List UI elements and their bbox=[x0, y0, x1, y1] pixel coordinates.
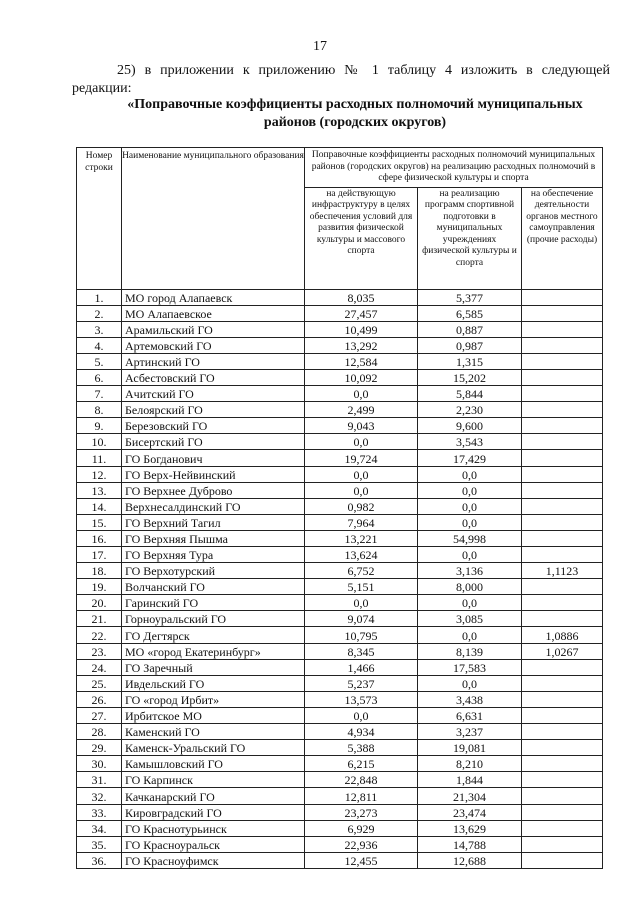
authorities-coefficient-cell bbox=[522, 611, 603, 627]
programs-coefficient-cell: 6,631 bbox=[418, 707, 522, 723]
authorities-coefficient-cell bbox=[522, 836, 603, 852]
authorities-coefficient-cell bbox=[522, 369, 603, 385]
infrastructure-coefficient-cell: 5,388 bbox=[305, 740, 418, 756]
row-number-cell: 27. bbox=[77, 707, 122, 723]
programs-coefficient-cell: 0,0 bbox=[418, 482, 522, 498]
table-row bbox=[77, 466, 603, 482]
row-number-cell: 36. bbox=[77, 852, 122, 868]
intro-paragraph bbox=[72, 62, 610, 98]
row-number-cell: 8. bbox=[77, 402, 122, 418]
authorities-coefficient-cell bbox=[522, 530, 603, 546]
authorities-coefficient-cell bbox=[522, 804, 603, 820]
municipality-name-cell: Артинский ГО bbox=[122, 353, 305, 369]
programs-coefficient-cell: 0,0 bbox=[418, 498, 522, 514]
row-number-cell: 15. bbox=[77, 514, 122, 530]
programs-coefficient-cell: 13,629 bbox=[418, 820, 522, 836]
row-number-cell: 2. bbox=[77, 305, 122, 321]
programs-coefficient-cell: 3,136 bbox=[418, 563, 522, 579]
infrastructure-coefficient-cell: 22,848 bbox=[305, 772, 418, 788]
authorities-coefficient-cell bbox=[522, 820, 603, 836]
authorities-coefficient-cell bbox=[522, 402, 603, 418]
municipality-name-cell: ГО Красноуфимск bbox=[122, 852, 305, 868]
header-row-number: Номер строки bbox=[77, 148, 122, 290]
table-row bbox=[77, 563, 603, 579]
row-number-cell: 3. bbox=[77, 321, 122, 337]
infrastructure-coefficient-cell: 12,455 bbox=[305, 852, 418, 868]
table-row bbox=[77, 305, 603, 321]
municipality-name-cell: Бисертский ГО bbox=[122, 434, 305, 450]
infrastructure-coefficient-cell: 13,573 bbox=[305, 691, 418, 707]
table-row bbox=[77, 724, 603, 740]
infrastructure-coefficient-cell: 22,936 bbox=[305, 836, 418, 852]
row-number-cell: 26. bbox=[77, 691, 122, 707]
infrastructure-coefficient-cell: 12,811 bbox=[305, 788, 418, 804]
municipality-name-cell: ГО Богданович bbox=[122, 450, 305, 466]
table-row bbox=[77, 418, 603, 434]
municipality-name-cell: ГО Карпинск bbox=[122, 772, 305, 788]
authorities-coefficient-cell bbox=[522, 466, 603, 482]
table-row bbox=[77, 579, 603, 595]
table-row bbox=[77, 675, 603, 691]
row-number-cell: 11. bbox=[77, 450, 122, 466]
programs-coefficient-cell: 8,210 bbox=[418, 756, 522, 772]
infrastructure-coefficient-cell: 5,237 bbox=[305, 675, 418, 691]
row-number-cell: 35. bbox=[77, 836, 122, 852]
authorities-coefficient-cell bbox=[522, 788, 603, 804]
row-number-cell: 29. bbox=[77, 740, 122, 756]
infrastructure-coefficient-cell: 2,499 bbox=[305, 402, 418, 418]
authorities-coefficient-cell bbox=[522, 756, 603, 772]
programs-coefficient-cell: 3,543 bbox=[418, 434, 522, 450]
row-number-cell: 28. bbox=[77, 724, 122, 740]
infrastructure-coefficient-cell: 10,092 bbox=[305, 369, 418, 385]
programs-coefficient-cell: 0,0 bbox=[418, 595, 522, 611]
row-number-cell: 30. bbox=[77, 756, 122, 772]
municipality-name-cell: Арамильский ГО bbox=[122, 321, 305, 337]
municipality-name-cell: ГО Заречный bbox=[122, 659, 305, 675]
authorities-coefficient-cell bbox=[522, 579, 603, 595]
table-row bbox=[77, 643, 603, 659]
programs-coefficient-cell: 0,987 bbox=[418, 337, 522, 353]
header-infrastructure: на действующую инфраструктуру в целях обеспечения условий для развития физической культуры и массового спорта bbox=[305, 187, 418, 289]
municipality-name-cell: ГО Красноуральск bbox=[122, 836, 305, 852]
table-row bbox=[77, 836, 603, 852]
coefficients-table bbox=[76, 147, 603, 869]
municipality-name-cell: Ачитский ГО bbox=[122, 386, 305, 402]
authorities-coefficient-cell: 1,1123 bbox=[522, 563, 603, 579]
authorities-coefficient-cell bbox=[522, 337, 603, 353]
table-row bbox=[77, 595, 603, 611]
header-coefficients: Поправочные коэффициенты расходных полномочий муниципальных районов (городских округов) на реализацию расходных полномочий в сфере физической культуры и спорта bbox=[305, 148, 603, 188]
infrastructure-coefficient-cell: 13,292 bbox=[305, 337, 418, 353]
table-title-line-2: районов (городских округов) bbox=[263, 115, 447, 130]
authorities-coefficient-cell bbox=[522, 434, 603, 450]
infrastructure-coefficient-cell: 0,0 bbox=[305, 386, 418, 402]
table-row bbox=[77, 611, 603, 627]
intro-line-2: редакции: bbox=[72, 81, 132, 96]
authorities-coefficient-cell bbox=[522, 482, 603, 498]
table-row bbox=[77, 353, 603, 369]
authorities-coefficient-cell bbox=[522, 675, 603, 691]
table-row bbox=[77, 772, 603, 788]
table-row bbox=[77, 450, 603, 466]
table-row bbox=[77, 498, 603, 514]
municipality-name-cell: Асбестовский ГО bbox=[122, 369, 305, 385]
authorities-coefficient-cell bbox=[522, 514, 603, 530]
table-row bbox=[77, 691, 603, 707]
row-number-cell: 9. bbox=[77, 418, 122, 434]
row-number-cell: 23. bbox=[77, 643, 122, 659]
authorities-coefficient-cell bbox=[522, 353, 603, 369]
infrastructure-coefficient-cell: 13,221 bbox=[305, 530, 418, 546]
table-row bbox=[77, 627, 603, 643]
municipality-name-cell: ГО Верх-Нейвинский bbox=[122, 466, 305, 482]
row-number-cell: 19. bbox=[77, 579, 122, 595]
table-row bbox=[77, 756, 603, 772]
infrastructure-coefficient-cell: 0,0 bbox=[305, 466, 418, 482]
programs-coefficient-cell: 5,377 bbox=[418, 289, 522, 305]
municipality-name-cell: ГО Верхотурский bbox=[122, 563, 305, 579]
infrastructure-coefficient-cell: 6,215 bbox=[305, 756, 418, 772]
infrastructure-coefficient-cell: 9,043 bbox=[305, 418, 418, 434]
row-number-cell: 6. bbox=[77, 369, 122, 385]
authorities-coefficient-cell: 1,0267 bbox=[522, 643, 603, 659]
municipality-name-cell: Горноуральский ГО bbox=[122, 611, 305, 627]
authorities-coefficient-cell bbox=[522, 547, 603, 563]
programs-coefficient-cell: 23,474 bbox=[418, 804, 522, 820]
authorities-coefficient-cell bbox=[522, 691, 603, 707]
infrastructure-coefficient-cell: 27,457 bbox=[305, 305, 418, 321]
programs-coefficient-cell: 8,139 bbox=[418, 643, 522, 659]
authorities-coefficient-cell bbox=[522, 450, 603, 466]
header-name: Наименование муниципального образования bbox=[122, 148, 305, 290]
municipality-name-cell: Камышловский ГО bbox=[122, 756, 305, 772]
programs-coefficient-cell: 21,304 bbox=[418, 788, 522, 804]
table-row bbox=[77, 659, 603, 675]
table-row bbox=[77, 530, 603, 546]
programs-coefficient-cell: 0,0 bbox=[418, 514, 522, 530]
programs-coefficient-cell: 12,688 bbox=[418, 852, 522, 868]
infrastructure-coefficient-cell: 0,0 bbox=[305, 595, 418, 611]
table-row bbox=[77, 547, 603, 563]
row-number-cell: 24. bbox=[77, 659, 122, 675]
table-title-line-1: «Поправочные коэффициенты расходных полномочий муниципальных bbox=[127, 97, 583, 112]
municipality-name-cell: Каменский ГО bbox=[122, 724, 305, 740]
municipality-name-cell: ГО Краснотурьинск bbox=[122, 820, 305, 836]
municipality-name-cell: Качканарский ГО bbox=[122, 788, 305, 804]
infrastructure-coefficient-cell: 9,074 bbox=[305, 611, 418, 627]
row-number-cell: 21. bbox=[77, 611, 122, 627]
programs-coefficient-cell: 0,0 bbox=[418, 547, 522, 563]
infrastructure-coefficient-cell: 23,273 bbox=[305, 804, 418, 820]
infrastructure-coefficient-cell: 12,584 bbox=[305, 353, 418, 369]
infrastructure-coefficient-cell: 7,964 bbox=[305, 514, 418, 530]
table-row bbox=[77, 386, 603, 402]
municipality-name-cell: Гаринский ГО bbox=[122, 595, 305, 611]
programs-coefficient-cell: 19,081 bbox=[418, 740, 522, 756]
authorities-coefficient-cell bbox=[522, 595, 603, 611]
authorities-coefficient-cell bbox=[522, 418, 603, 434]
infrastructure-coefficient-cell: 8,035 bbox=[305, 289, 418, 305]
municipality-name-cell: Волчанский ГО bbox=[122, 579, 305, 595]
row-number-cell: 1. bbox=[77, 289, 122, 305]
programs-coefficient-cell: 54,998 bbox=[418, 530, 522, 546]
table-row bbox=[77, 852, 603, 868]
table-row bbox=[77, 482, 603, 498]
programs-coefficient-cell: 0,0 bbox=[418, 627, 522, 643]
infrastructure-coefficient-cell: 0,0 bbox=[305, 707, 418, 723]
programs-coefficient-cell: 3,085 bbox=[418, 611, 522, 627]
authorities-coefficient-cell bbox=[522, 305, 603, 321]
infrastructure-coefficient-cell: 6,929 bbox=[305, 820, 418, 836]
row-number-cell: 16. bbox=[77, 530, 122, 546]
municipality-name-cell: МО «город Екатеринбург» bbox=[122, 643, 305, 659]
row-number-cell: 10. bbox=[77, 434, 122, 450]
municipality-name-cell: Кировградский ГО bbox=[122, 804, 305, 820]
municipality-name-cell: МО город Алапаевск bbox=[122, 289, 305, 305]
programs-coefficient-cell: 6,585 bbox=[418, 305, 522, 321]
table-row bbox=[77, 804, 603, 820]
municipality-name-cell: ГО Верхний Тагил bbox=[122, 514, 305, 530]
row-number-cell: 18. bbox=[77, 563, 122, 579]
authorities-coefficient-cell bbox=[522, 289, 603, 305]
infrastructure-coefficient-cell: 0,982 bbox=[305, 498, 418, 514]
municipality-name-cell: Каменск-Уральский ГО bbox=[122, 740, 305, 756]
municipality-name-cell: Артемовский ГО bbox=[122, 337, 305, 353]
authorities-coefficient-cell bbox=[522, 321, 603, 337]
municipality-name-cell: МО Алапаевское bbox=[122, 305, 305, 321]
programs-coefficient-cell: 3,237 bbox=[418, 724, 522, 740]
programs-coefficient-cell: 8,000 bbox=[418, 579, 522, 595]
authorities-coefficient-cell bbox=[522, 707, 603, 723]
municipality-name-cell: ГО «город Ирбит» bbox=[122, 691, 305, 707]
authorities-coefficient-cell bbox=[522, 659, 603, 675]
programs-coefficient-cell: 1,844 bbox=[418, 772, 522, 788]
authorities-coefficient-cell bbox=[522, 852, 603, 868]
municipality-name-cell: ГО Верхняя Пышма bbox=[122, 530, 305, 546]
municipality-name-cell: Белоярский ГО bbox=[122, 402, 305, 418]
infrastructure-coefficient-cell: 10,795 bbox=[305, 627, 418, 643]
municipality-name-cell: Верхнесалдинский ГО bbox=[122, 498, 305, 514]
authorities-coefficient-cell: 1,0886 bbox=[522, 627, 603, 643]
row-number-cell: 25. bbox=[77, 675, 122, 691]
row-number-cell: 12. bbox=[77, 466, 122, 482]
authorities-coefficient-cell bbox=[522, 740, 603, 756]
row-number-cell: 31. bbox=[77, 772, 122, 788]
municipality-name-cell: Ирбитское МО bbox=[122, 707, 305, 723]
table-row bbox=[77, 337, 603, 353]
table-row bbox=[77, 788, 603, 804]
table-row bbox=[77, 369, 603, 385]
authorities-coefficient-cell bbox=[522, 772, 603, 788]
programs-coefficient-cell: 0,0 bbox=[418, 466, 522, 482]
page-number: 17 bbox=[313, 39, 327, 54]
municipality-name-cell: ГО Дегтярск bbox=[122, 627, 305, 643]
table-row bbox=[77, 321, 603, 337]
programs-coefficient-cell: 3,438 bbox=[418, 691, 522, 707]
infrastructure-coefficient-cell: 0,0 bbox=[305, 482, 418, 498]
header-programs: на реализацию программ спортивной подготовки в муниципальных учреждениях физической культуры и спорта bbox=[418, 187, 522, 289]
table-row bbox=[77, 402, 603, 418]
table-row bbox=[77, 820, 603, 836]
intro-line-1: 25) в приложении к приложению № 1 таблицу 4 изложить в следующей bbox=[117, 63, 610, 78]
municipality-name-cell: Березовский ГО bbox=[122, 418, 305, 434]
infrastructure-coefficient-cell: 1,466 bbox=[305, 659, 418, 675]
row-number-cell: 14. bbox=[77, 498, 122, 514]
programs-coefficient-cell: 17,583 bbox=[418, 659, 522, 675]
programs-coefficient-cell: 1,315 bbox=[418, 353, 522, 369]
municipality-name-cell: ГО Верхнее Дуброво bbox=[122, 482, 305, 498]
authorities-coefficient-cell bbox=[522, 724, 603, 740]
municipality-name-cell: ГО Верхняя Тура bbox=[122, 547, 305, 563]
authorities-coefficient-cell bbox=[522, 498, 603, 514]
programs-coefficient-cell: 17,429 bbox=[418, 450, 522, 466]
table-row bbox=[77, 434, 603, 450]
programs-coefficient-cell: 0,887 bbox=[418, 321, 522, 337]
infrastructure-coefficient-cell: 6,752 bbox=[305, 563, 418, 579]
row-number-cell: 7. bbox=[77, 386, 122, 402]
programs-coefficient-cell: 2,230 bbox=[418, 402, 522, 418]
authorities-coefficient-cell bbox=[522, 386, 603, 402]
infrastructure-coefficient-cell: 4,934 bbox=[305, 724, 418, 740]
row-number-cell: 22. bbox=[77, 627, 122, 643]
programs-coefficient-cell: 14,788 bbox=[418, 836, 522, 852]
infrastructure-coefficient-cell: 8,345 bbox=[305, 643, 418, 659]
table-row bbox=[77, 289, 603, 305]
header-authorities: на обеспечение деятельности органов местного самоуправления (прочие расходы) bbox=[522, 187, 603, 289]
row-number-cell: 5. bbox=[77, 353, 122, 369]
table-body bbox=[77, 289, 603, 868]
row-number-cell: 20. bbox=[77, 595, 122, 611]
programs-coefficient-cell: 5,844 bbox=[418, 386, 522, 402]
table-title bbox=[90, 96, 620, 132]
municipality-name-cell: Ивдельский ГО bbox=[122, 675, 305, 691]
row-number-cell: 17. bbox=[77, 547, 122, 563]
infrastructure-coefficient-cell: 10,499 bbox=[305, 321, 418, 337]
programs-coefficient-cell: 15,202 bbox=[418, 369, 522, 385]
table-row bbox=[77, 707, 603, 723]
row-number-cell: 4. bbox=[77, 337, 122, 353]
infrastructure-coefficient-cell: 0,0 bbox=[305, 434, 418, 450]
row-number-cell: 32. bbox=[77, 788, 122, 804]
programs-coefficient-cell: 0,0 bbox=[418, 675, 522, 691]
table-row bbox=[77, 514, 603, 530]
infrastructure-coefficient-cell: 19,724 bbox=[305, 450, 418, 466]
infrastructure-coefficient-cell: 13,624 bbox=[305, 547, 418, 563]
table-row bbox=[77, 740, 603, 756]
row-number-cell: 13. bbox=[77, 482, 122, 498]
programs-coefficient-cell: 9,600 bbox=[418, 418, 522, 434]
row-number-cell: 34. bbox=[77, 820, 122, 836]
infrastructure-coefficient-cell: 5,151 bbox=[305, 579, 418, 595]
row-number-cell: 33. bbox=[77, 804, 122, 820]
